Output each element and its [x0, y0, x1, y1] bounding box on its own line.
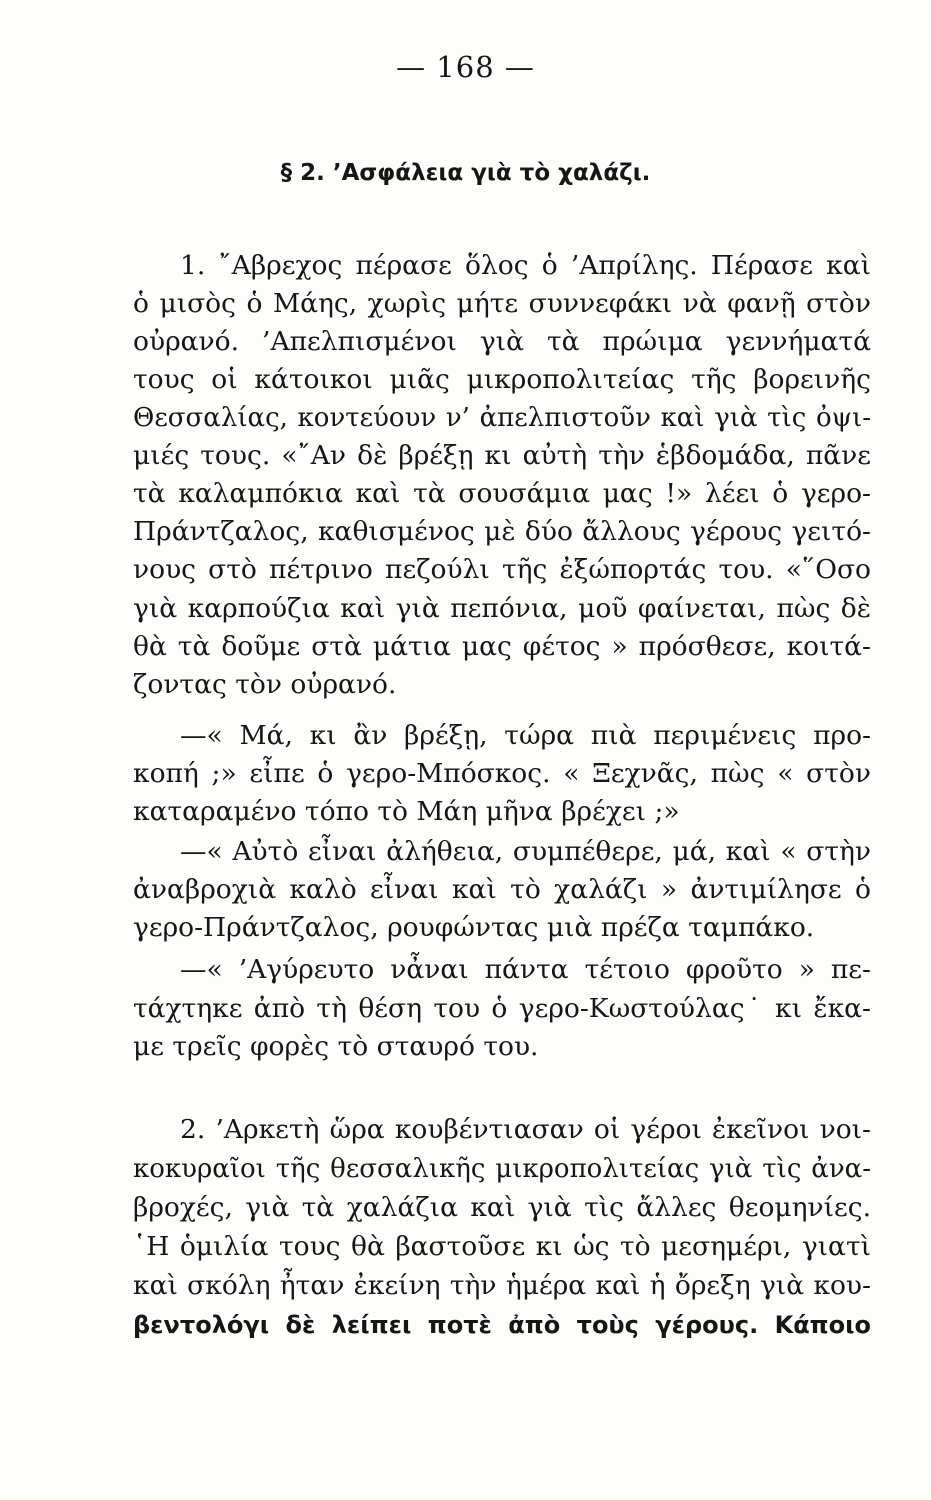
text-line: μιές τους. «῎Αν δὲ βρέξῃ κι αὐτὴ τὴν ἑβδομάδα, πᾶνε	[133, 440, 871, 471]
text-line: με τρεῖς φορὲς τὸ σταυρό του.	[133, 1031, 539, 1062]
text-line: καταραμένο τόπο τὸ Μάη μῆνα βρέχει ;»	[133, 796, 680, 827]
text-line: κοπή ;» εἶπε ὁ γερο-Μπόσκος. « Ξεχνᾶς, πὼς « στὸν	[133, 758, 871, 789]
text-line: τὰ καλαμπόκια καὶ τὰ σουσάμια μας !» λέει ὁ γερο-	[133, 478, 871, 509]
text-line: τους οἱ κάτοικοι μιᾶς μικροπολιτείας τῆς βορεινῆς	[133, 364, 871, 395]
text-line: ζοντας τὸν οὐρανό.	[133, 669, 397, 700]
text-line: καὶ σκόλη ἦταν ἐκείνη τὴν ἡμέρα καὶ ἡ ὄρεξη γιὰ κου-	[133, 1270, 871, 1301]
text-line: κοκυραῖοι τῆς θεσσαλικῆς μικροπολιτείας γιὰ τὶς ἀνα-	[133, 1154, 871, 1184]
text-line: γερο-Πράντζαλος, ρουφώντας μιὰ πρέζα ταμπάκο.	[133, 912, 815, 943]
text-line: γιὰ καρπούζια καὶ γιὰ πεπόνια, μοῦ φαίνεται, πὼς δὲ	[133, 593, 871, 624]
page-number: — 168 —	[396, 50, 535, 84]
text-line: βροχές, γιὰ τὰ χαλάζια καὶ γιὰ τὶς ἄλλες θεομηνίες.	[133, 1192, 871, 1223]
text-line: —« Αὐτὸ εἶναι ἀλήθεια, συμπέθερε, μά, καὶ « στὴν	[180, 836, 871, 867]
text-line: τάχτηκε ἀπὸ τὴ θέση του ὁ γερο-Κωστούλας˙ κι ἔκα-	[133, 993, 871, 1024]
text-line: 1. ῎Αβρεχος πέρασε ὅλος ὁ ’Απρίλης. Πέρασε καὶ	[180, 250, 871, 281]
text-line: θὰ τὰ δοῦμε στὰ μάτια μας φέτος » πρόσθεσε, κοιτά-	[133, 631, 871, 662]
text-line: Θεσσαλίας, κοντεύουν ν’ ἀπελπιστοῦν καὶ γιὰ τὶς ὀψι-	[133, 403, 871, 433]
text-line: —« Μά, κι ἂν βρέξῃ, τώρα πιὰ περιμένεις προ-	[180, 720, 871, 751]
text-line: οὐρανό. ’Απελπισμένοι γιὰ τὰ πρώιμα γεννήματά	[133, 326, 871, 357]
text-line: βεντολόγι δὲ λείπει ποτὲ ἀπὸ τοὺς γέρους. Κάποιο	[133, 1311, 871, 1339]
text-line: νους στὸ πέτρινο πεζούλι τῆς ἐξώπορτάς του. «῞Οσο	[133, 554, 871, 585]
text-line: 2. ’Αρκετὴ ὥρα κουβέντιασαν οἱ γέροι ἐκεῖνοι νοι-	[180, 1114, 871, 1145]
text-line: ἀναβροχιὰ καλὸ εἶναι καὶ τὸ χαλάζι » ἀντιμίλησε ὁ	[133, 874, 871, 905]
text-line: —« ’Αγύρευτο νἆναι πάντα τέτοιο φροῦτο » πε-	[180, 954, 871, 985]
text-line: ῾Η ὁμιλία τους θὰ βαστοῦσε κι ὡς τὸ μεσημέρι, γιατὶ	[133, 1231, 871, 1262]
text-line: ὁ μισὸς ὁ Μάης, χωρὶς μήτε συννεφάκι νὰ φανῇ στὸν	[133, 288, 871, 319]
section-heading: § 2. ’Ασφάλεια γιὰ τὸ χαλάζι.	[280, 160, 651, 186]
text-line: Πράντζαλος, καθισμένος μὲ δύο ἄλλους γέρους γειτό-	[133, 516, 871, 547]
